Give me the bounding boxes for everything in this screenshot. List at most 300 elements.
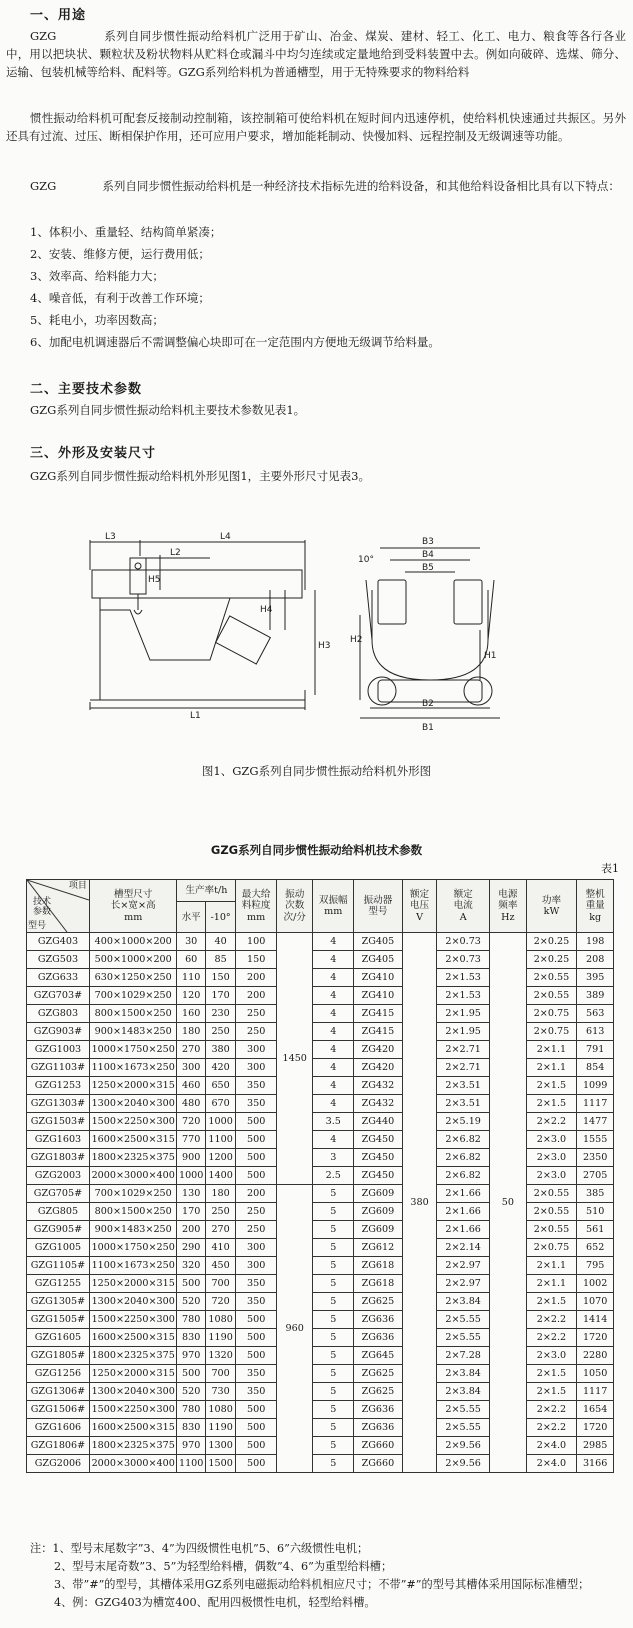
cell-cap-decline: 180: [205, 1185, 235, 1203]
corner-header: [27, 880, 90, 933]
cell-cap-decline: 450: [205, 1257, 235, 1275]
cell-amp: 5: [313, 1239, 354, 1257]
cell-maxsize: 350: [236, 1275, 277, 1293]
cell-model: GZG503: [27, 951, 90, 969]
corner-item: 项目: [68, 881, 87, 891]
cell-hz: 50: [490, 933, 527, 1473]
cell-vibrator: ZG660: [354, 1455, 403, 1473]
cell-current: 2×1.53: [437, 969, 490, 987]
cell-size: 630×1250×250: [89, 969, 177, 987]
cell-power: 2×1.1: [526, 1059, 577, 1077]
cell-power: 2×0.55: [526, 1185, 577, 1203]
cell-size: 400×1000×200: [89, 933, 177, 951]
cell-model: GZG1253: [27, 1077, 90, 1095]
cell-maxsize: 500: [236, 1347, 277, 1365]
cell-size: 1250×2000×315: [89, 1275, 177, 1293]
cell-size: 1300×2040×300: [89, 1293, 177, 1311]
cell-size: 1800×2325×375: [89, 1149, 177, 1167]
col-weight: 整机 重量 kg: [577, 880, 614, 933]
cell-vibrator: ZG618: [354, 1275, 403, 1293]
cell-vibrator: ZG410: [354, 969, 403, 987]
cell-maxsize: 500: [236, 1167, 277, 1185]
cell-vibrator: ZG410: [354, 987, 403, 1005]
feature-item: 2、安装、维修方便，运行费用低；: [30, 247, 210, 261]
table-row: [27, 1221, 614, 1239]
col-cap-decline: -10°: [205, 902, 235, 933]
cell-cap-horizontal: 110: [177, 969, 205, 987]
cell-model: GZG1103#: [27, 1059, 90, 1077]
section-1-paragraph-1: GZG 系列自同步惯性振动给料机广泛用于矿山、冶金、煤炭、建材、轻工、化工、电力、粮食等各行各业中，用以把块状、颗粒状及粉状物料从贮料仓或漏斗中均匀连续或定量地给到受料装置中去。例如向破碎、选煤、筛分、运输、包装机械等给料、配料等。GZG系列给料机为普通槽型，用于无特殊要求的物料给料: [6, 29, 626, 79]
cell-vibrator: ZG609: [354, 1203, 403, 1221]
cell-amp: 5: [313, 1221, 354, 1239]
col-freq: 振动 次数 次/分: [276, 880, 313, 933]
dim-label: B5: [422, 563, 434, 573]
cell-size: 1250×2000×315: [89, 1077, 177, 1095]
cell-cap-decline: 1300: [205, 1437, 235, 1455]
col-vibrator: 振动器 型号: [354, 880, 403, 933]
feature-item: 3、效率高、给料能力大；: [30, 269, 164, 283]
cell-weight: 854: [577, 1059, 614, 1077]
cell-maxsize: 200: [236, 969, 277, 987]
cell-power: 2×2.2: [526, 1329, 577, 1347]
table-row: [27, 1113, 614, 1131]
cell-power: 2×1.1: [526, 1041, 577, 1059]
cell-voltage: 380: [402, 933, 437, 1473]
dim-label: 10°: [358, 555, 374, 565]
dim-label: B1: [422, 723, 434, 733]
cell-model: GZG403: [27, 933, 90, 951]
cell-power: 2×3.0: [526, 1131, 577, 1149]
note-item: 4、例：GZG403为槽宽400、配用四极惯性电机，轻型给料槽。: [54, 1595, 376, 1609]
spec-table-body: [27, 933, 614, 1473]
cell-model: GZG1005: [27, 1239, 90, 1257]
table-row: [27, 1023, 614, 1041]
cell-weight: 1050: [577, 1365, 614, 1383]
cell-freq: 960: [276, 1185, 313, 1473]
cell-vibrator: ZG609: [354, 1185, 403, 1203]
table-row: [27, 1203, 614, 1221]
cell-cap-decline: 170: [205, 987, 235, 1005]
cell-cap-decline: 40: [205, 933, 235, 951]
table-row: [27, 1419, 614, 1437]
table-notes: [30, 1540, 620, 1612]
cell-current: 2×3.84: [437, 1365, 490, 1383]
cell-model: GZG1503#: [27, 1113, 90, 1131]
cell-maxsize: 300: [236, 1059, 277, 1077]
cell-cap-decline: 1100: [205, 1131, 235, 1149]
cell-current: 2×1.95: [437, 1023, 490, 1041]
cell-weight: 2280: [577, 1347, 614, 1365]
cell-maxsize: 500: [236, 1329, 277, 1347]
cell-cap-horizontal: 970: [177, 1437, 205, 1455]
cell-maxsize: 500: [236, 1311, 277, 1329]
table-row: [27, 1167, 614, 1185]
col-amp: 双振幅 mm: [313, 880, 354, 933]
cell-model: GZG1305#: [27, 1293, 90, 1311]
section-1-paragraph-2: 惯性振动给料机可配套反接制动控制箱，该控制箱可使给料机在短时间内迅速停机，使给料机快速通过共振区。另外还具有过流、过压、断相保护作用，还可应用户要求，增加能耗制动、快慢加料、远程控制及无级调速等功能。: [6, 111, 626, 143]
cell-model: GZG805: [27, 1203, 90, 1221]
cell-amp: 4: [313, 1023, 354, 1041]
cell-weight: 1414: [577, 1311, 614, 1329]
cell-amp: 3: [313, 1149, 354, 1167]
cell-weight: 1654: [577, 1401, 614, 1419]
cell-vibrator: ZG636: [354, 1311, 403, 1329]
side-view: [90, 532, 331, 721]
cell-cap-decline: 85: [205, 951, 235, 969]
cell-model: GZG1806#: [27, 1437, 90, 1455]
cell-cap-horizontal: 320: [177, 1257, 205, 1275]
cell-vibrator: ZG405: [354, 933, 403, 951]
cell-cap-decline: 1190: [205, 1329, 235, 1347]
table-row: [27, 1005, 614, 1023]
dim-label: H3: [318, 641, 331, 651]
cell-power: 2×4.0: [526, 1437, 577, 1455]
cell-current: 2×1.66: [437, 1221, 490, 1239]
cell-amp: 4: [313, 969, 354, 987]
cell-weight: 2705: [577, 1167, 614, 1185]
cell-vibrator: ZG645: [354, 1347, 403, 1365]
cell-amp: 5: [313, 1401, 354, 1419]
cell-vibrator: ZG450: [354, 1149, 403, 1167]
cell-size: 1000×1750×250: [89, 1041, 177, 1059]
table-title: GZG系列自同步惯性振动给料机技术参数: [210, 843, 423, 857]
cell-cap-decline: 1080: [205, 1311, 235, 1329]
cell-maxsize: 500: [236, 1419, 277, 1437]
cell-amp: 5: [313, 1437, 354, 1455]
cell-weight: 1555: [577, 1131, 614, 1149]
cell-cap-horizontal: 970: [177, 1347, 205, 1365]
cell-model: GZG1003: [27, 1041, 90, 1059]
cell-maxsize: 150: [236, 951, 277, 969]
cell-cap-decline: 270: [205, 1221, 235, 1239]
cell-model: GZG1506#: [27, 1401, 90, 1419]
cell-current: 2×3.51: [437, 1077, 490, 1095]
cell-model: GZG633: [27, 969, 90, 987]
cell-power: 2×0.75: [526, 1005, 577, 1023]
cell-current: 2×1.95: [437, 1005, 490, 1023]
cell-maxsize: 300: [236, 1257, 277, 1275]
cell-model: GZG1505#: [27, 1311, 90, 1329]
cell-maxsize: 500: [236, 1401, 277, 1419]
cell-maxsize: 350: [236, 1365, 277, 1383]
cell-cap-decline: 1190: [205, 1419, 235, 1437]
cell-power: 2×2.2: [526, 1311, 577, 1329]
cell-amp: 5: [313, 1347, 354, 1365]
cell-amp: 5: [313, 1455, 354, 1473]
note-item: 注：1、型号末尾数字”3、4”为四级惯性电机”5、6”六级惯性电机；: [30, 1542, 369, 1555]
section-1-paragraph-3: GZG 系列自同步惯性振动给料机是一种经济技术指标先进的给料设备，和其他给料设备相比具有以下特点：: [30, 179, 620, 193]
cell-size: 800×1500×250: [89, 1005, 177, 1023]
cell-maxsize: 500: [236, 1113, 277, 1131]
cell-vibrator: ZG612: [354, 1239, 403, 1257]
cell-current: 2×9.56: [437, 1437, 490, 1455]
cell-size: 700×1029×250: [89, 1185, 177, 1203]
cell-cap-decline: 1200: [205, 1149, 235, 1167]
cell-model: GZG1105#: [27, 1257, 90, 1275]
cell-power: 2×0.75: [526, 1239, 577, 1257]
cell-power: 2×1.5: [526, 1077, 577, 1095]
cell-cap-decline: 250: [205, 1023, 235, 1041]
table-row: [27, 1185, 614, 1203]
table-row: [27, 1041, 614, 1059]
cell-power: 2×3.0: [526, 1347, 577, 1365]
dim-label: B3: [422, 537, 434, 547]
corner-model: 型号: [28, 920, 47, 931]
cell-power: 2×1.1: [526, 1275, 577, 1293]
cell-weight: 791: [577, 1041, 614, 1059]
cell-cap-decline: 150: [205, 969, 235, 987]
cell-model: GZG1256: [27, 1365, 90, 1383]
cell-weight: 198: [577, 933, 614, 951]
cell-model: GZG1606: [27, 1419, 90, 1437]
cell-power: 2×0.55: [526, 969, 577, 987]
note-item: 3、带”#”的型号，其槽体采用GZ系列电磁振动给料机相应尺寸；不带”#”的型号其槽体采用国际标准槽型；: [54, 1577, 590, 1591]
cell-power: 2×0.25: [526, 951, 577, 969]
cell-maxsize: 300: [236, 1041, 277, 1059]
cell-current: 2×7.28: [437, 1347, 490, 1365]
cell-cap-horizontal: 160: [177, 1005, 205, 1023]
cell-amp: 4: [313, 1095, 354, 1113]
cell-power: 2×4.0: [526, 1455, 577, 1473]
table-row: [27, 1239, 614, 1257]
table-row: [27, 1095, 614, 1113]
cell-model: GZG2003: [27, 1167, 90, 1185]
cell-cap-horizontal: 780: [177, 1401, 205, 1419]
cell-size: 1600×2500×315: [89, 1131, 177, 1149]
cell-vibrator: ZG450: [354, 1131, 403, 1149]
cell-cap-horizontal: 830: [177, 1419, 205, 1437]
cell-amp: 4: [313, 933, 354, 951]
cell-power: 2×0.55: [526, 987, 577, 1005]
cell-cap-horizontal: 900: [177, 1149, 205, 1167]
cell-power: 2×0.55: [526, 1203, 577, 1221]
cell-maxsize: 500: [236, 1131, 277, 1149]
table-row: [27, 969, 614, 987]
col-hz: 电源 频率 Hz: [490, 880, 527, 933]
cell-size: 2000×3000×400: [89, 1455, 177, 1473]
feature-item: 6、加配电机调速器后不需调整偏心块即可在一定范围内方便地无级调节给料量。: [30, 335, 440, 349]
cell-power: 2×0.55: [526, 1221, 577, 1239]
cell-weight: 1720: [577, 1419, 614, 1437]
dim-label: H2: [350, 635, 363, 645]
cell-amp: 3.5: [313, 1113, 354, 1131]
cell-weight: 1117: [577, 1383, 614, 1401]
cell-size: 1800×2325×375: [89, 1437, 177, 1455]
cell-cap-horizontal: 1100: [177, 1455, 205, 1473]
cell-size: 1250×2000×315: [89, 1365, 177, 1383]
cell-freq: 1450: [276, 933, 313, 1185]
cell-amp: 5: [313, 1329, 354, 1347]
cell-amp: 4: [313, 987, 354, 1005]
cell-cap-decline: 1400: [205, 1167, 235, 1185]
cell-current: 2×2.97: [437, 1257, 490, 1275]
cell-weight: 795: [577, 1257, 614, 1275]
cell-current: 2×3.84: [437, 1293, 490, 1311]
cell-current: 2×5.55: [437, 1329, 490, 1347]
cell-cap-horizontal: 500: [177, 1365, 205, 1383]
corner-param: 技术 参数: [33, 897, 52, 917]
cell-amp: 5: [313, 1311, 354, 1329]
cell-cap-horizontal: 60: [177, 951, 205, 969]
cell-size: 1600×2500×315: [89, 1419, 177, 1437]
cell-weight: 3166: [577, 1455, 614, 1473]
cell-cap-horizontal: 1000: [177, 1167, 205, 1185]
cell-cap-decline: 410: [205, 1239, 235, 1257]
cell-cap-horizontal: 770: [177, 1131, 205, 1149]
cell-model: GZG803: [27, 1005, 90, 1023]
cell-cap-horizontal: 270: [177, 1041, 205, 1059]
spec-table: [26, 879, 614, 1473]
cell-model: GZG1303#: [27, 1095, 90, 1113]
cell-weight: 2350: [577, 1149, 614, 1167]
cell-size: 1600×2500×315: [89, 1329, 177, 1347]
col-voltage: 额定 电压 V: [402, 880, 437, 933]
cell-power: 2×2.2: [526, 1113, 577, 1131]
cell-cap-decline: 1320: [205, 1347, 235, 1365]
dim-label: H1: [484, 651, 497, 661]
section-3-title: 三、外形及安装尺寸: [30, 446, 157, 461]
dim-label: L2: [170, 548, 181, 558]
cell-cap-horizontal: 480: [177, 1095, 205, 1113]
cell-model: GZG705#: [27, 1185, 90, 1203]
cell-power: 2×2.2: [526, 1401, 577, 1419]
table-row: [27, 1437, 614, 1455]
figure-caption: 图1、GZG系列自同步惯性振动给料机外形图: [201, 764, 432, 778]
feeder-outline-drawing: [60, 530, 580, 740]
cell-vibrator: ZG450: [354, 1167, 403, 1185]
cell-cap-horizontal: 200: [177, 1221, 205, 1239]
cell-current: 2×0.73: [437, 933, 490, 951]
cell-amp: 2.5: [313, 1167, 354, 1185]
table-row: [27, 1347, 614, 1365]
cell-model: GZG1803#: [27, 1149, 90, 1167]
cell-size: 1500×2250×300: [89, 1401, 177, 1419]
cell-power: 2×1.5: [526, 1095, 577, 1113]
cell-vibrator: ZG440: [354, 1113, 403, 1131]
cell-cap-decline: 650: [205, 1077, 235, 1095]
dim-label: L3: [105, 532, 116, 542]
dim-label: H5: [148, 575, 161, 585]
cell-vibrator: ZG625: [354, 1293, 403, 1311]
cell-current: 2×0.73: [437, 951, 490, 969]
cell-current: 2×9.56: [437, 1455, 490, 1473]
cell-cap-decline: 420: [205, 1059, 235, 1077]
cell-cap-horizontal: 520: [177, 1383, 205, 1401]
dim-label: B4: [422, 550, 434, 560]
section-2-title: 二、主要技术参数: [30, 382, 143, 397]
cell-current: 2×1.66: [437, 1203, 490, 1221]
cell-vibrator: ZG405: [354, 951, 403, 969]
cell-size: 1100×1673×250: [89, 1257, 177, 1275]
cell-vibrator: ZG420: [354, 1041, 403, 1059]
cell-size: 700×1029×250: [89, 987, 177, 1005]
cell-model: GZG1603: [27, 1131, 90, 1149]
cell-amp: 5: [313, 1293, 354, 1311]
cell-amp: 4: [313, 1005, 354, 1023]
cell-size: 2000×3000×400: [89, 1167, 177, 1185]
cell-cap-decline: 700: [205, 1275, 235, 1293]
col-size: 槽型尺寸 长×宽×高 mm: [89, 880, 177, 933]
cell-model: GZG2006: [27, 1455, 90, 1473]
cell-model: GZG1306#: [27, 1383, 90, 1401]
table-row: [27, 1149, 614, 1167]
cell-model: GZG905#: [27, 1221, 90, 1239]
cell-weight: 563: [577, 1005, 614, 1023]
col-maxsize: 最大给 料粒度 mm: [236, 880, 277, 933]
cell-cap-horizontal: 30: [177, 933, 205, 951]
table-row: [27, 1383, 614, 1401]
cell-weight: 1720: [577, 1329, 614, 1347]
table-row: [27, 1293, 614, 1311]
cell-size: 1500×2250×300: [89, 1113, 177, 1131]
cell-vibrator: ZG636: [354, 1419, 403, 1437]
cell-cap-decline: 250: [205, 1203, 235, 1221]
cell-maxsize: 250: [236, 1023, 277, 1041]
cell-size: 500×1000×200: [89, 951, 177, 969]
cell-weight: 613: [577, 1023, 614, 1041]
table-row: [27, 933, 614, 951]
cell-vibrator: ZG636: [354, 1401, 403, 1419]
cell-maxsize: 350: [236, 1095, 277, 1113]
cell-vibrator: ZG432: [354, 1077, 403, 1095]
cell-maxsize: 250: [236, 1221, 277, 1239]
col-power: 功率 kW: [526, 880, 577, 933]
cell-cap-decline: 380: [205, 1041, 235, 1059]
cell-cap-decline: 670: [205, 1095, 235, 1113]
cell-power: 2×0.25: [526, 933, 577, 951]
cell-amp: 4: [313, 951, 354, 969]
cell-maxsize: 200: [236, 987, 277, 1005]
note-item: 2、型号末尾奇数”3、5”为轻型给料槽，偶数”4、6”为重型给料槽；: [54, 1559, 393, 1573]
cell-current: 2×1.66: [437, 1185, 490, 1203]
dim-label: B2: [422, 699, 434, 709]
cell-amp: 5: [313, 1203, 354, 1221]
cell-maxsize: 350: [236, 1077, 277, 1095]
cell-cap-horizontal: 460: [177, 1077, 205, 1095]
cell-maxsize: 500: [236, 1437, 277, 1455]
cell-weight: 1070: [577, 1293, 614, 1311]
cell-cap-horizontal: 300: [177, 1059, 205, 1077]
cell-cap-horizontal: 130: [177, 1185, 205, 1203]
table-row: [27, 1401, 614, 1419]
cell-power: 2×1.5: [526, 1293, 577, 1311]
cell-size: 1300×2040×300: [89, 1383, 177, 1401]
cell-current: 2×1.53: [437, 987, 490, 1005]
cell-size: 800×1500×250: [89, 1203, 177, 1221]
cell-maxsize: 250: [236, 1005, 277, 1023]
cell-vibrator: ZG415: [354, 1005, 403, 1023]
dim-label: H4: [260, 605, 273, 615]
cell-size: 1500×2250×300: [89, 1311, 177, 1329]
cell-model: GZG1805#: [27, 1347, 90, 1365]
cell-vibrator: ZG636: [354, 1329, 403, 1347]
cell-cap-horizontal: 830: [177, 1329, 205, 1347]
cell-current: 2×5.55: [437, 1419, 490, 1437]
cell-maxsize: 250: [236, 1203, 277, 1221]
cell-weight: 510: [577, 1203, 614, 1221]
cell-weight: 385: [577, 1185, 614, 1203]
cell-current: 2×2.97: [437, 1275, 490, 1293]
table-row: [27, 1311, 614, 1329]
cell-current: 2×6.82: [437, 1131, 490, 1149]
dim-label: L1: [190, 711, 201, 721]
cell-cap-horizontal: 780: [177, 1311, 205, 1329]
feature-item: 4、噪音低，有利于改善工作环境；: [30, 291, 210, 305]
cell-amp: 4: [313, 1077, 354, 1095]
cell-amp: 4: [313, 1131, 354, 1149]
cell-vibrator: ZG625: [354, 1383, 403, 1401]
cell-maxsize: 500: [236, 1455, 277, 1473]
